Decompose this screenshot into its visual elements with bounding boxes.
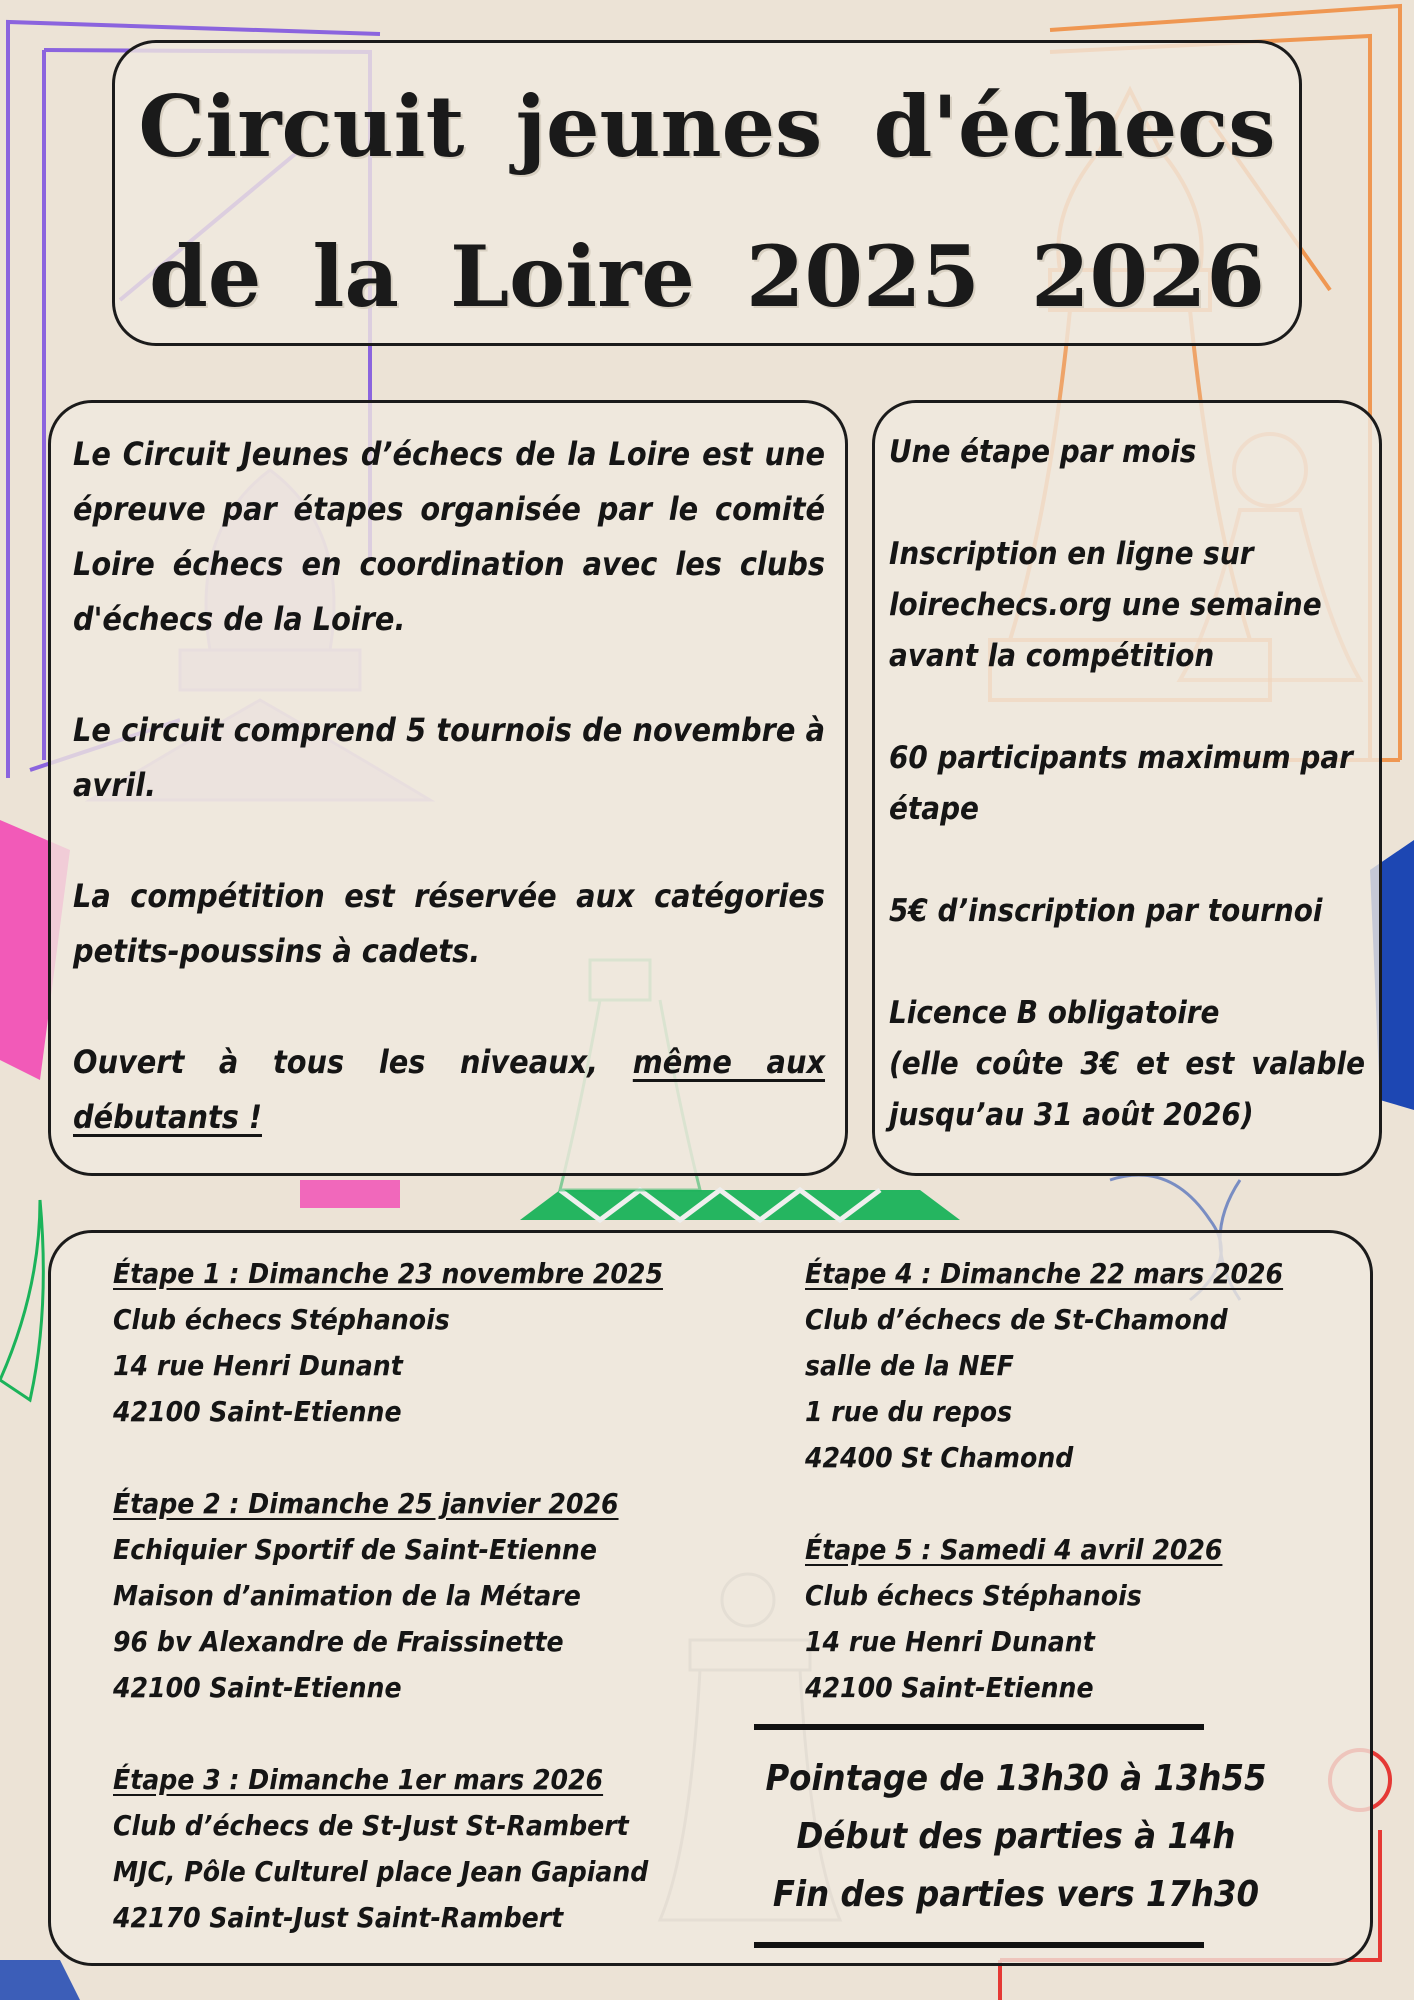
stages-column-left xyxy=(113,1251,673,1987)
leaf-decoration xyxy=(0,1200,43,1400)
fact-item-license xyxy=(889,988,1365,1141)
stage-address: 14 rue Henri Dunant xyxy=(113,1349,403,1382)
stage-address: 96 bv Alexandre de Fraissinette xyxy=(113,1625,564,1658)
stage-venue-detail: salle de la NEF xyxy=(805,1349,1014,1382)
intro-paragraph: Le Circuit Jeunes d’échecs de la Loire est une épreuve par étapes organisée par le comité Loire échecs en coordination avec les clubs d'échecs de la Loire. xyxy=(73,435,825,638)
schedule-divider-bottom xyxy=(754,1942,1204,1948)
fact-item: Une étape par mois xyxy=(889,434,1197,470)
title-line-2: de la Loire 2025 2026 xyxy=(149,227,1265,326)
fact-item: 5€ d’inscription par tournoi xyxy=(889,893,1323,929)
intro-panel xyxy=(48,400,848,1176)
stage-2 xyxy=(113,1481,673,1711)
stage-venue: Club échecs Stéphanois xyxy=(805,1579,1142,1612)
stage-city: 42100 Saint-Etienne xyxy=(113,1671,402,1704)
license-title: Licence B obligatoire xyxy=(889,995,1220,1031)
stage-4 xyxy=(805,1251,1325,1481)
chess-board-icon xyxy=(520,1190,960,1220)
blue-corner-decoration xyxy=(0,1960,80,2000)
stage-city: 42400 St Chamond xyxy=(805,1441,1074,1474)
facts-panel xyxy=(872,400,1382,1176)
intro-open-text: Ouvert à tous les niveaux, xyxy=(73,1043,599,1081)
stage-address: 1 rue du repos xyxy=(805,1395,1013,1428)
stage-venue: Club d’échecs de St-Just St-Rambert xyxy=(113,1809,629,1842)
stage-city: 42100 Saint-Etienne xyxy=(113,1395,402,1428)
schedule-start: Début des parties à 14h xyxy=(796,1816,1236,1857)
schedule-checkin: Pointage de 13h30 à 13h55 xyxy=(765,1758,1267,1799)
stage-title: Étape 1 : Dimanche 23 novembre 2025 xyxy=(113,1257,663,1290)
stage-venue-detail: Maison d’animation de la Métare xyxy=(113,1579,581,1612)
license-details: (elle coûte 3€ et est valable jusqu’au 31 août 2026) xyxy=(889,1046,1365,1133)
title-banner xyxy=(112,40,1302,346)
stage-3 xyxy=(113,1757,673,1941)
stage-1 xyxy=(113,1251,673,1435)
fact-item: Inscription en ligne sur loirechecs.org une semaine avant la compétition xyxy=(889,536,1322,674)
stage-city: 42170 Saint-Just Saint-Rambert xyxy=(113,1901,564,1934)
stage-address: 14 rue Henri Dunant xyxy=(805,1625,1095,1658)
schedule-divider-top xyxy=(754,1724,1204,1730)
intro-paragraph: Le circuit comprend 5 tournois de novembre à avril. xyxy=(73,711,825,804)
stage-address: MJC, Pôle Culturel place Jean Gapiand xyxy=(113,1855,649,1888)
stage-venue: Club d’échecs de St-Chamond xyxy=(805,1303,1228,1336)
intro-paragraph: La compétition est réservée aux catégories petits-poussins à cadets. xyxy=(73,877,825,970)
schedule-end: Fin des parties vers 17h30 xyxy=(772,1874,1260,1915)
stage-title: Étape 5 : Samedi 4 avril 2026 xyxy=(805,1533,1223,1566)
stage-venue: Club échecs Stéphanois xyxy=(113,1303,450,1336)
stage-title: Étape 3 : Dimanche 1er mars 2026 xyxy=(113,1763,604,1796)
stages-column-right xyxy=(805,1251,1325,1757)
schedule-block xyxy=(754,1750,1278,1924)
stage-venue: Echiquier Sportif de Saint-Etienne xyxy=(113,1533,597,1566)
stage-5 xyxy=(805,1527,1325,1711)
intro-paragraph-open xyxy=(73,1035,825,1145)
stage-title: Étape 4 : Dimanche 22 mars 2026 xyxy=(805,1257,1284,1290)
title-line-1: Circuit jeunes d'échecs xyxy=(138,77,1276,176)
intro-beginners-text: même aux débutants ! xyxy=(73,1043,826,1136)
stage-city: 42100 Saint-Etienne xyxy=(805,1671,1094,1704)
fact-item: 60 participants maximum par étape xyxy=(889,740,1353,827)
stage-title: Étape 2 : Dimanche 25 janvier 2026 xyxy=(113,1487,619,1520)
chess-pawn-icon xyxy=(300,1180,400,1208)
